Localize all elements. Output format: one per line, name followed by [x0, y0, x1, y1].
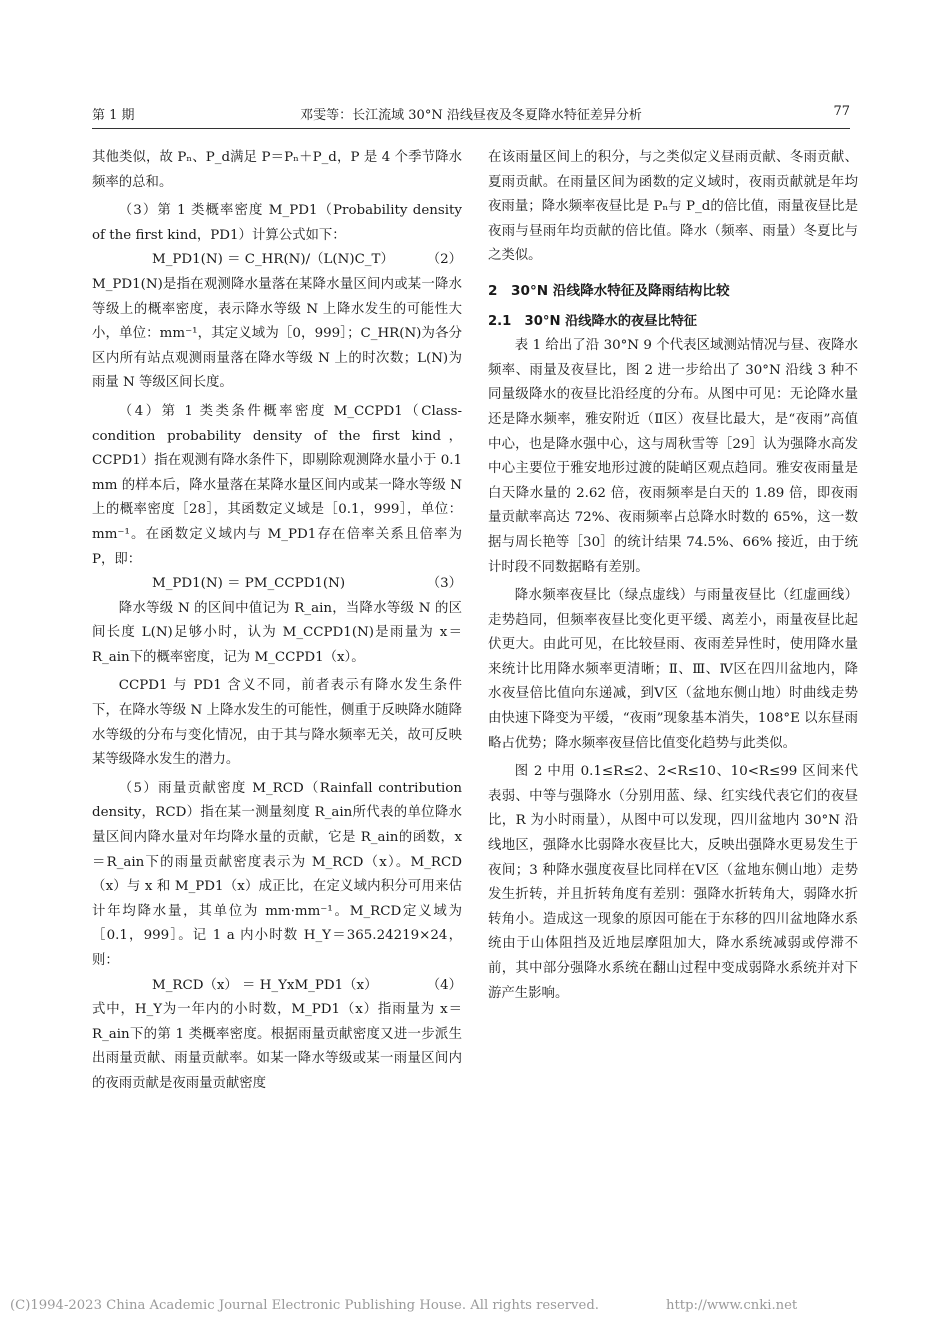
equation-body: M_PD1(N) ＝ C_HR(N)/（L(N)C_T）: [152, 252, 394, 268]
subsection-heading: 2.1 30°N 沿线降水的夜昼比特征: [488, 313, 697, 329]
paragraph-rcd: （5）雨量贡献密度 M_RCD（Rainfall contribution density，RCD）指在某一测量刻度 R_ain所代表的单位降水量区间内降水量对年均降水量的贡献，它是 R_ain的函数，x＝R_ain下的雨量贡献密度表示为 M_RCD（x）。M_RCD（x）与 x 和 M_PD1（x）成正比，在定义域内积分可用来估计年均降水量，其单位为 mm·mm⁻¹。M_RCD定义域为［0.1，999］。记 1 a 内小时数 H_Y＝365.24219×24，则：: [92, 780, 462, 968]
paragraph: 式中，H_Y为一年内的小时数，M_PD1（x）指雨量为 x＝R_ain下的第 1 类概率密度。根据雨量贡献密度又进一步派生出雨量贡献、雨量贡献率。如某一降水等级或某一雨量区间内的夜雨贡献是夜雨量贡献密度: [92, 1002, 462, 1091]
equation-number: （4）: [426, 977, 462, 993]
paragraph: M_PD1(N)是指在观测降水量落在某降水量区间内或某一降水等级上的概率密度，表示降水等级 N 上降水发生的可能性大小，单位：mm⁻¹，其定义域为［0，999］；C_HR(N)为各分区内所有站点观测雨量落在降水等级 N 上的时次数；L(N)为雨量 N 等级区间长度。: [92, 276, 462, 391]
equation-3: [92, 572, 462, 597]
equation-2: [92, 248, 462, 273]
issue-label: 第 1 期: [92, 108, 135, 123]
equation-body: M_RCD（x） ＝ H_YxM_PD1（x）: [152, 977, 378, 993]
paragraph: 在该雨量区间上的积分，与之类似定义昼雨贡献、冬雨贡献、夏雨贡献。在雨量区间为函数的定义域时，夜雨贡献就是年均夜雨量；降水频率夜昼比是 Pₙ与 P_d的倍比值，雨量夜昼比是夜雨与昼雨年均贡献的倍比值。降水（频率、雨量）冬夏比与之类似。: [488, 150, 858, 264]
equation-4: [92, 974, 462, 999]
paragraph: 降水频率夜昼比（绿点虚线）与雨量夜昼比（红虚画线）走势趋同，但频率夜昼比变化更平缓、离差小，雨量夜昼比起伏更大。由此可见，在比较昼雨、夜雨差异性时，使用降水量来统计比用降水频率更清晰；Ⅱ、Ⅲ、Ⅳ区在四川盆地内，降水夜昼倍比值向东递减，到Ⅴ区（盆地东侧山地）时曲线走势由快速下降变为平缓，“夜雨”现象基本消失，108°E 以东昼雨略占优势；降水频率夜昼倍比值变化趋势与此类似。: [488, 588, 858, 751]
running-title: 邓雯等：长江流域 30°N 沿线昼夜及冬夏降水特征差异分析: [300, 108, 642, 123]
equation-number: （3）: [426, 576, 462, 592]
paragraph-pd1: （3）第 1 类概率密度 M_PD1（Probability density of the first kind，PD1）计算公式如下：: [92, 203, 462, 243]
paragraph-ccpd1: （4）第 1 类类条件概率密度 M_CCPD1（Class-condition probability density of the first kind，CCPD1）指在观测有降水条件下，即剔除观测降水量小于 0.1 mm 的样本后，降水量落在某降水量区间内或某一降水等级 N 上的概率密度［28］，其函数定义域是［0.1，999］，单位：mm⁻¹。在函数定义域内与 M_PD1存在倍率关系且倍率为 P，即：: [92, 403, 462, 567]
copyright-text: (C)1994-2023 China Academic Journal Electronic Publishing House. All rights reserved.: [10, 1298, 599, 1313]
header-rule: [92, 128, 850, 129]
section-heading: 2 30°N 沿线降水特征及降雨结构比较: [488, 282, 730, 299]
page-number: 77: [833, 104, 850, 119]
left-column: [92, 146, 462, 1097]
paragraph: 图 2 中用 0.1≤R≤2、2<R≤10、10<R≤99 区间来代表弱、中等与强降水（分别用蓝、绿、红实线代表它们的夜昼比，R 为小时雨量），从图中可以发现，四川盆地内 30°N 沿线地区，强降水比弱降水夜昼比大，反映出强降水更易发生于夜间；3 种降水强度夜昼比同样在Ⅴ区（盆地东侧山地）走势发生折转，并且折转角度有差别：强降水折转角大，弱降水折转角小。造成这一现象的原因可能在于东移的四川盆地降水系统由于山体阻挡及近地层摩阻加大，降水系统减弱或停滞不前，其中部分强降水系统在翻山过程中变成弱降水系统并对下游产生影响。: [488, 764, 858, 1001]
equation-number: （2）: [426, 252, 462, 268]
equation-body: M_PD1(N) ＝ PM_CCPD1(N): [152, 576, 346, 592]
paragraph: 表 1 给出了沿 30°N 9 个代表区域测站情况与昼、夜降水频率、雨量及夜昼比，图 2 进一步给出了 30°N 沿线 3 种不同量级降水的夜昼比沿经度的分布。从图中可见：无论降水量还是降水频率，雅安附近（Ⅱ区）夜昼比最大，是“夜雨”高值中心，也是降水强中心，这与周秋雪等［29］认为强降水高发中心主要位于雅安地形过渡的陡峭区观点趋同。雅安夜雨量是白天降水量的 2.62 倍，夜雨频率是白天的 1.89 倍，即夜雨量贡献率高达 72%、夜雨频率占总降水时数的 65%，这一数据与周长艳等［30］的统计结果 74.5%、66% 接近，由于统计时段不同数据略有差别。: [488, 338, 858, 575]
footer-link[interactable]: http://www.cnki.net: [666, 1298, 798, 1313]
paragraph: 其他类似，故 Pₙ、P_d满足 P＝Pₙ＋P_d，P 是 4 个季节降水频率的总和。: [92, 150, 462, 190]
running-header: [92, 104, 850, 126]
right-column: [488, 146, 858, 1006]
paragraph: CCPD1 与 PD1 含义不同，前者表示有降水发生条件下，在降水等级 N 上降水发生的可能性，侧重于反映降水随降水等级的分布与变化情况，由于其与降水频率无关，故可反映某等级降水发生的潜力。: [92, 678, 462, 768]
paragraph: 降水等级 N 的区间中值记为 R_ain，当降水等级 N 的区间长度 L(N)足够小时，认为 M_CCPD1(N)是雨量为 x＝R_ain下的概率密度，记为 M_CCPD1（x）。: [92, 600, 462, 665]
